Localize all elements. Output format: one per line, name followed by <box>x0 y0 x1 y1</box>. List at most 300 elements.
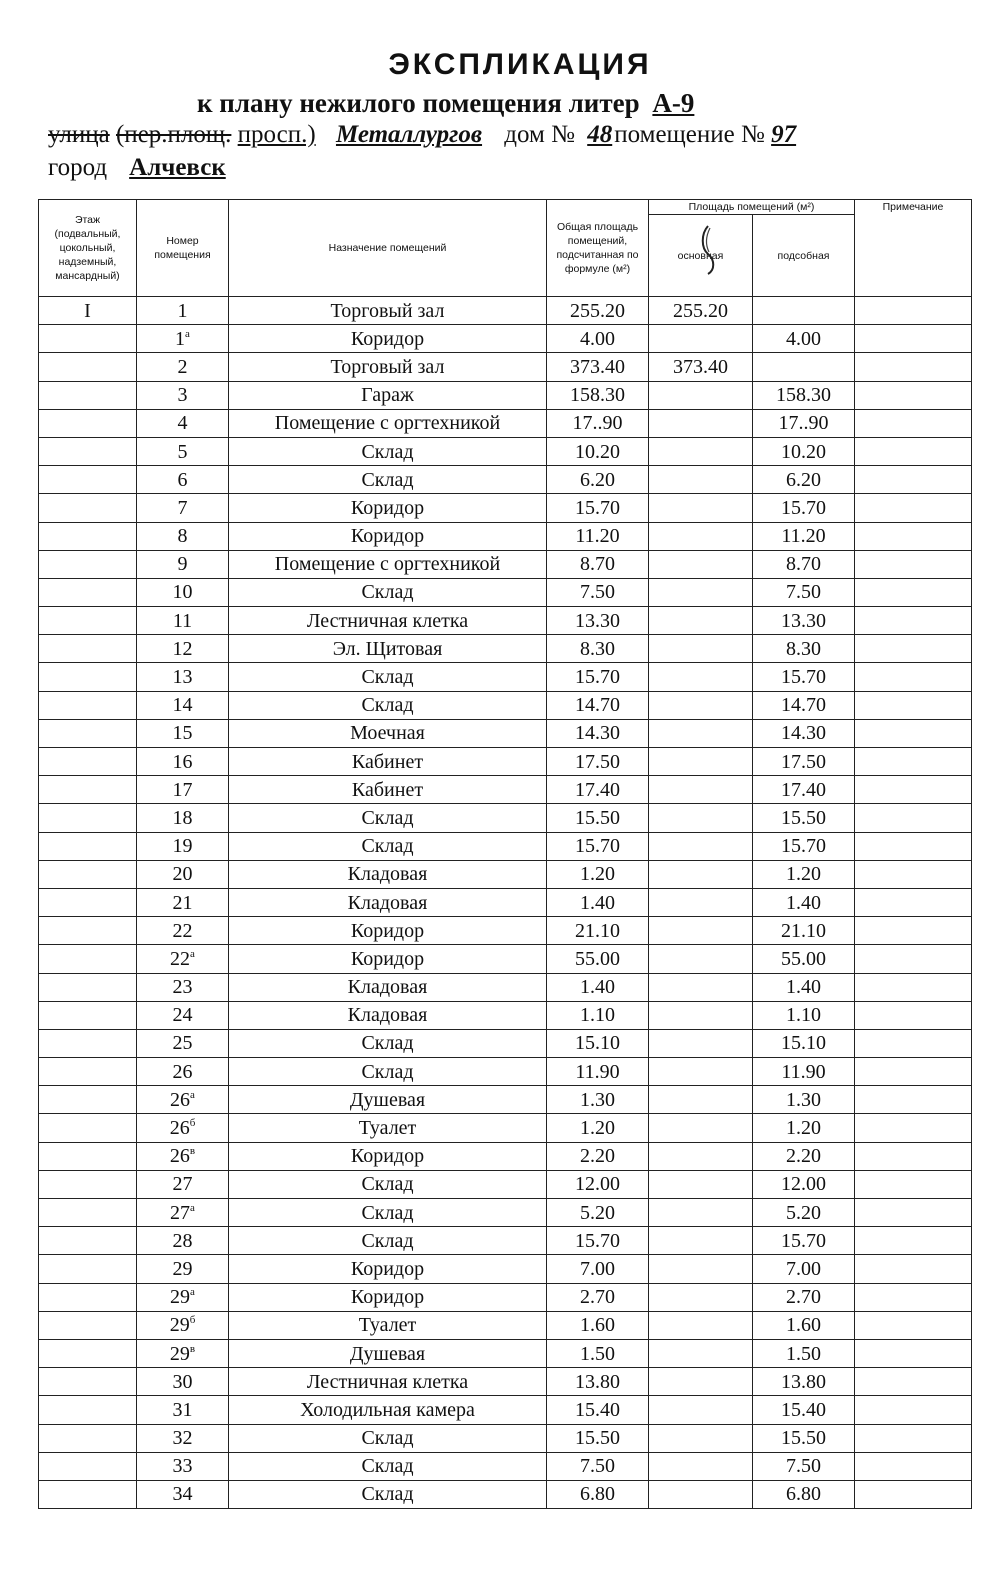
room-number-text: 16 <box>172 750 193 773</box>
cell-aux-area: 15.50 <box>753 804 855 832</box>
cell-floor <box>39 888 137 916</box>
cell-aux-area: 2.20 <box>753 1142 855 1170</box>
cell-aux-area: 1.50 <box>753 1339 855 1367</box>
cell-floor <box>39 1452 137 1480</box>
cell-floor <box>39 1114 137 1142</box>
cell-purpose: Склад <box>229 1227 547 1255</box>
premise-number: 97 <box>771 121 797 148</box>
table-row <box>39 466 972 494</box>
cell-room-number <box>137 860 229 888</box>
room-number-text: 17 <box>172 778 193 801</box>
cell-floor <box>39 494 137 522</box>
cell-main-area <box>649 437 753 465</box>
cell-total-area: 8.30 <box>547 635 649 663</box>
room-number-text: 2 <box>177 355 188 378</box>
room-number-text: 29 <box>172 1257 193 1280</box>
cell-purpose: Коридор <box>229 917 547 945</box>
cell-note <box>855 776 972 804</box>
cell-main-area <box>649 494 753 522</box>
cell-purpose: Склад <box>229 1029 547 1057</box>
cell-aux-area: 1.60 <box>753 1311 855 1339</box>
cell-floor <box>39 1170 137 1198</box>
cell-purpose: Коридор <box>229 522 547 550</box>
cell-floor <box>39 663 137 691</box>
table-row <box>39 776 972 804</box>
cell-floor <box>39 1424 137 1452</box>
cell-note <box>855 607 972 635</box>
cell-aux-area: 13.80 <box>753 1368 855 1396</box>
cell-floor <box>39 860 137 888</box>
cell-main-area <box>649 409 753 437</box>
cell-floor <box>39 550 137 578</box>
cell-note <box>855 1086 972 1114</box>
cell-note <box>855 973 972 1001</box>
cell-purpose: Коридор <box>229 945 547 973</box>
cell-purpose: Кладовая <box>229 973 547 1001</box>
table-row <box>39 1086 972 1114</box>
header-total-area: Общая площадь помещений, подсчитанная по формуле (м²) <box>547 200 649 297</box>
cell-room-number <box>137 719 229 747</box>
cell-total-area: 1.40 <box>547 973 649 1001</box>
cell-room-number <box>137 1170 229 1198</box>
cell-main-area <box>649 1170 753 1198</box>
header-aux-area: подсобная <box>753 215 855 297</box>
cell-aux-area: 17..90 <box>753 409 855 437</box>
table-row <box>39 1058 972 1086</box>
cell-total-area: 1.60 <box>547 1311 649 1339</box>
cell-purpose: Склад <box>229 1452 547 1480</box>
cell-aux-area <box>753 353 855 381</box>
cell-note <box>855 1001 972 1029</box>
cell-note <box>855 1114 972 1142</box>
street-name: Металлургов <box>335 121 483 148</box>
table-row <box>39 804 972 832</box>
table-row <box>39 945 972 973</box>
table-row <box>39 973 972 1001</box>
cell-note <box>855 437 972 465</box>
cell-floor <box>39 719 137 747</box>
paper-clip-icon <box>697 224 719 276</box>
cell-room-number <box>137 1001 229 1029</box>
cell-floor <box>39 691 137 719</box>
cell-purpose: Коридор <box>229 1255 547 1283</box>
cell-purpose: Холодильная камера <box>229 1396 547 1424</box>
liter-value: А-9 <box>652 88 695 118</box>
room-number-text: 19 <box>172 835 193 858</box>
cell-note <box>855 1058 972 1086</box>
document-subtitle <box>197 88 758 119</box>
cell-room-number <box>137 1368 229 1396</box>
room-number-text: 34 <box>172 1483 193 1506</box>
table-row <box>39 1283 972 1311</box>
room-number-suffix: а <box>190 947 195 960</box>
cell-note <box>855 804 972 832</box>
cell-total-area: 15.50 <box>547 804 649 832</box>
room-number-text: 21 <box>172 891 193 914</box>
cell-main-area <box>649 888 753 916</box>
cell-room-number <box>137 1142 229 1170</box>
cell-purpose: Душевая <box>229 1086 547 1114</box>
cell-note <box>855 1396 972 1424</box>
cell-room-number <box>137 494 229 522</box>
cell-room-number <box>137 325 229 353</box>
cell-purpose: Душевая <box>229 1339 547 1367</box>
cell-floor <box>39 832 137 860</box>
cell-floor <box>39 409 137 437</box>
room-number-text: 26 <box>170 1088 191 1111</box>
cell-purpose: Эл. Щитовая <box>229 635 547 663</box>
cell-floor <box>39 1339 137 1367</box>
room-number-text: 26 <box>169 1117 190 1140</box>
cell-purpose: Лестничная клетка <box>229 607 547 635</box>
cell-aux-area: 8.70 <box>753 550 855 578</box>
cell-room-number <box>137 550 229 578</box>
cell-room-number <box>137 1480 229 1508</box>
cell-total-area: 17.40 <box>547 776 649 804</box>
room-number-text: 13 <box>172 666 193 689</box>
cell-aux-area: 15.70 <box>753 1227 855 1255</box>
cell-room-number <box>137 1339 229 1367</box>
cell-aux-area: 6.20 <box>753 466 855 494</box>
cell-purpose: Лестничная клетка <box>229 1368 547 1396</box>
cell-room-number <box>137 381 229 409</box>
cell-total-area: 15.70 <box>547 494 649 522</box>
room-number-text: 23 <box>172 976 193 999</box>
cell-room-number <box>137 1396 229 1424</box>
cell-room-number <box>137 353 229 381</box>
cell-aux-area: 15.70 <box>753 494 855 522</box>
table-row <box>39 1001 972 1029</box>
cell-main-area <box>649 607 753 635</box>
cell-room-number <box>137 466 229 494</box>
room-number-suffix: б <box>189 1117 196 1130</box>
cell-main-area <box>649 1227 753 1255</box>
room-number-text: 20 <box>172 863 193 886</box>
cell-room-number <box>137 635 229 663</box>
cell-floor <box>39 381 137 409</box>
cell-total-area: 2.70 <box>547 1283 649 1311</box>
cell-aux-area: 14.70 <box>753 691 855 719</box>
room-number-text: 22 <box>172 919 193 942</box>
cell-floor: I <box>39 297 137 325</box>
cell-main-area <box>649 748 753 776</box>
cell-note <box>855 1283 972 1311</box>
cell-total-area: 17..90 <box>547 409 649 437</box>
cell-room-number <box>137 917 229 945</box>
cell-floor <box>39 1199 137 1227</box>
cell-aux-area: 17.50 <box>753 748 855 776</box>
cell-aux-area: 21.10 <box>753 917 855 945</box>
cell-purpose: Кладовая <box>229 860 547 888</box>
room-number-text: 32 <box>172 1427 193 1450</box>
cell-total-area: 15.70 <box>547 1227 649 1255</box>
cell-main-area <box>649 1029 753 1057</box>
cell-main-area <box>649 691 753 719</box>
table-row <box>39 1114 972 1142</box>
room-number-text: 9 <box>177 553 188 576</box>
cell-aux-area: 1.20 <box>753 860 855 888</box>
cell-main-area <box>649 635 753 663</box>
cell-floor <box>39 1368 137 1396</box>
room-number-text: 14 <box>172 694 193 717</box>
room-number-text: 15 <box>172 722 193 745</box>
room-number-text: 26 <box>172 1060 193 1083</box>
cell-aux-area: 11.20 <box>753 522 855 550</box>
cell-total-area: 14.70 <box>547 691 649 719</box>
cell-aux-area: 55.00 <box>753 945 855 973</box>
cell-total-area: 17.50 <box>547 748 649 776</box>
cell-floor <box>39 804 137 832</box>
header-purpose: Назначение помещений <box>229 200 547 297</box>
cell-room-number <box>137 578 229 606</box>
cell-note <box>855 353 972 381</box>
cell-main-area: 373.40 <box>649 353 753 381</box>
cell-purpose: Склад <box>229 804 547 832</box>
cell-main-area <box>649 1368 753 1396</box>
cell-purpose: Помещение с оргтехникой <box>229 550 547 578</box>
cell-main-area <box>649 1339 753 1367</box>
cell-main-area <box>649 776 753 804</box>
cell-total-area: 14.30 <box>547 719 649 747</box>
cell-room-number <box>137 888 229 916</box>
cell-room-number <box>137 1058 229 1086</box>
cell-floor <box>39 437 137 465</box>
cell-purpose: Склад <box>229 1058 547 1086</box>
cell-aux-area: 1.40 <box>753 973 855 1001</box>
cell-total-area: 15.50 <box>547 1424 649 1452</box>
cell-note <box>855 1452 972 1480</box>
cell-purpose: Коридор <box>229 325 547 353</box>
table-row <box>39 1142 972 1170</box>
room-number-suffix: а <box>185 327 190 340</box>
table-row <box>39 325 972 353</box>
cell-note <box>855 1142 972 1170</box>
cell-room-number <box>137 1452 229 1480</box>
table-row <box>39 550 972 578</box>
cell-floor <box>39 1142 137 1170</box>
table-row <box>39 578 972 606</box>
cell-note <box>855 1227 972 1255</box>
header-main-area: основная <box>649 215 753 297</box>
cell-aux-area: 12.00 <box>753 1170 855 1198</box>
cell-total-area: 1.50 <box>547 1339 649 1367</box>
cell-room-number <box>137 663 229 691</box>
cell-purpose: Кабинет <box>229 748 547 776</box>
cell-total-area: 1.10 <box>547 1001 649 1029</box>
cell-purpose: Коридор <box>229 1283 547 1311</box>
table-row <box>39 1396 972 1424</box>
cell-room-number <box>137 945 229 973</box>
cell-note <box>855 381 972 409</box>
table-row <box>39 1339 972 1367</box>
cell-main-area <box>649 860 753 888</box>
table-row <box>39 409 972 437</box>
table-row <box>39 1368 972 1396</box>
cell-floor <box>39 945 137 973</box>
cell-total-area: 8.70 <box>547 550 649 578</box>
room-number-text: 28 <box>172 1229 193 1252</box>
room-number-text: 7 <box>177 496 188 519</box>
room-number-text: 25 <box>172 1032 193 1055</box>
cell-note <box>855 1424 972 1452</box>
room-number-suffix: а <box>190 1088 195 1101</box>
cell-aux-area: 15.70 <box>753 663 855 691</box>
table-row <box>39 437 972 465</box>
cell-total-area: 1.20 <box>547 1114 649 1142</box>
table-row <box>39 1029 972 1057</box>
cell-note <box>855 494 972 522</box>
cell-aux-area: 17.40 <box>753 776 855 804</box>
cell-floor <box>39 1029 137 1057</box>
cell-note <box>855 1199 972 1227</box>
table-row <box>39 888 972 916</box>
cell-purpose: Моечная <box>229 719 547 747</box>
cell-floor <box>39 635 137 663</box>
cell-aux-area: 15.40 <box>753 1396 855 1424</box>
cell-floor <box>39 522 137 550</box>
room-number-suffix: а <box>190 1286 195 1299</box>
cell-note <box>855 1029 972 1057</box>
cell-room-number <box>137 804 229 832</box>
document-title: ЭКСПЛИКАЦИЯ <box>388 48 652 81</box>
cell-room-number <box>137 297 229 325</box>
cell-main-area: 255.20 <box>649 297 753 325</box>
cell-total-area: 10.20 <box>547 437 649 465</box>
street-type-street: улица <box>48 121 110 148</box>
cell-total-area: 11.20 <box>547 522 649 550</box>
cell-aux-area: 15.10 <box>753 1029 855 1057</box>
room-number-text: 1 <box>175 327 186 350</box>
cell-note <box>855 578 972 606</box>
room-number-text: 8 <box>177 525 188 548</box>
cell-purpose: Туалет <box>229 1311 547 1339</box>
cell-total-area: 373.40 <box>547 353 649 381</box>
cell-floor <box>39 1480 137 1508</box>
cell-room-number <box>137 1311 229 1339</box>
cell-total-area: 15.40 <box>547 1396 649 1424</box>
cell-total-area: 6.20 <box>547 466 649 494</box>
house-number: 48 <box>587 121 613 148</box>
cell-note <box>855 1311 972 1339</box>
header-area-group: Площадь помещений (м²) <box>649 200 855 215</box>
cell-purpose: Помещение с оргтехникой <box>229 409 547 437</box>
cell-floor <box>39 748 137 776</box>
cell-main-area <box>649 522 753 550</box>
cell-main-area <box>649 325 753 353</box>
cell-aux-area: 15.50 <box>753 1424 855 1452</box>
cell-note <box>855 917 972 945</box>
room-number-text: 29 <box>169 1342 190 1365</box>
cell-total-area: 11.90 <box>547 1058 649 1086</box>
room-number-text: 10 <box>172 581 193 604</box>
cell-floor <box>39 917 137 945</box>
cell-room-number <box>137 1424 229 1452</box>
cell-purpose: Кабинет <box>229 776 547 804</box>
cell-total-area: 13.30 <box>547 607 649 635</box>
room-number-text: 4 <box>177 412 188 435</box>
city-line <box>48 154 226 182</box>
cell-aux-area: 1.10 <box>753 1001 855 1029</box>
cell-room-number <box>137 1199 229 1227</box>
room-number-text: 5 <box>177 440 188 463</box>
cell-aux-area: 7.50 <box>753 578 855 606</box>
cell-purpose: Склад <box>229 1424 547 1452</box>
cell-aux-area: 4.00 <box>753 325 855 353</box>
cell-note <box>855 691 972 719</box>
cell-note <box>855 635 972 663</box>
room-number-text: 18 <box>172 806 193 829</box>
room-number-text: 26 <box>169 1145 190 1168</box>
table-row <box>39 832 972 860</box>
cell-note <box>855 325 972 353</box>
cell-total-area: 4.00 <box>547 325 649 353</box>
cell-main-area <box>649 1480 753 1508</box>
cell-note <box>855 550 972 578</box>
cell-purpose: Кладовая <box>229 1001 547 1029</box>
table-row <box>39 1170 972 1198</box>
header-room-number: Номер помещения <box>137 200 229 297</box>
cell-purpose: Склад <box>229 578 547 606</box>
cell-main-area <box>649 1396 753 1424</box>
cell-total-area: 15.70 <box>547 832 649 860</box>
premise-label: помещение № <box>614 121 765 148</box>
cell-room-number <box>137 607 229 635</box>
cell-room-number <box>137 691 229 719</box>
cell-room-number <box>137 973 229 1001</box>
cell-total-area: 7.00 <box>547 1255 649 1283</box>
table-row <box>39 691 972 719</box>
explication-table <box>38 199 972 1509</box>
cell-room-number <box>137 1086 229 1114</box>
cell-main-area <box>649 1452 753 1480</box>
table-row <box>39 381 972 409</box>
cell-note <box>855 1339 972 1367</box>
cell-purpose: Торговый зал <box>229 297 547 325</box>
table-row <box>39 1480 972 1508</box>
house-label: дом № <box>504 121 575 148</box>
cell-total-area: 2.20 <box>547 1142 649 1170</box>
cell-floor <box>39 1283 137 1311</box>
cell-note <box>855 1368 972 1396</box>
cell-room-number <box>137 748 229 776</box>
table-body <box>39 297 972 1509</box>
cell-purpose: Гараж <box>229 381 547 409</box>
room-number-text: 29 <box>169 1314 190 1337</box>
cell-room-number <box>137 437 229 465</box>
room-number-text: 33 <box>172 1455 193 1478</box>
room-number-suffix: б <box>189 1314 196 1327</box>
cell-aux-area: 1.30 <box>753 1086 855 1114</box>
table-row <box>39 663 972 691</box>
table-row <box>39 635 972 663</box>
cell-note <box>855 297 972 325</box>
cell-main-area <box>649 1424 753 1452</box>
table-row <box>39 522 972 550</box>
cell-room-number <box>137 1227 229 1255</box>
cell-note <box>855 466 972 494</box>
cell-note <box>855 1170 972 1198</box>
cell-floor <box>39 607 137 635</box>
room-number-text: 12 <box>172 637 193 660</box>
cell-room-number <box>137 1029 229 1057</box>
cell-aux-area <box>753 297 855 325</box>
cell-main-area <box>649 1199 753 1227</box>
cell-main-area <box>649 832 753 860</box>
room-number-text: 6 <box>177 468 188 491</box>
cell-note <box>855 888 972 916</box>
cell-main-area <box>649 1001 753 1029</box>
cell-main-area <box>649 917 753 945</box>
